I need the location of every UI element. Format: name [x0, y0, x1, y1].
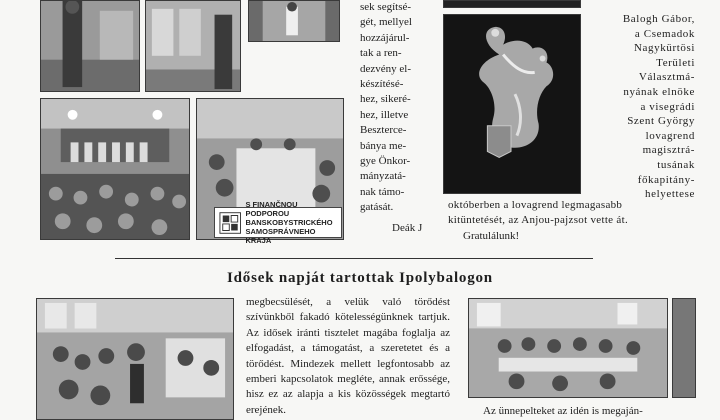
text-line: hez, sikeré- — [360, 93, 411, 106]
text-line: lovagrend — [645, 129, 695, 142]
text-line: Szent György — [627, 115, 695, 128]
text-line: októberben a lovagrend legmagasabb — [448, 199, 623, 211]
award-full-lines — [448, 198, 696, 227]
sponsor-line-3: SAMOSPRÁVNEHO KRAJA — [245, 227, 316, 245]
photo-seniors-dining-right — [468, 298, 668, 398]
article-continued: Az ünnepelteket az idén is megaján- — [483, 405, 643, 417]
region-crest-icon — [219, 211, 241, 235]
text-line: dezvény el- — [360, 62, 411, 75]
text-line: bánya me- — [360, 139, 407, 152]
text-line: készítésé- — [360, 78, 404, 91]
sponsor-line-2: BANSKOBYSTRICKÉHO — [245, 218, 333, 227]
text-line: tusának — [657, 158, 695, 171]
photo-exhibition-room — [145, 0, 241, 92]
text-line: helyettese — [645, 188, 695, 201]
article-body: megbecsülését, a velük való törődést szívünkből fakadó kötelességünknek tartjuk. Az idősek iránti tisztelet magába foglalja az elfogadást, a támogatást, a szeretetet és a törődést. Mindezek mellett legfontosabb az emberi kapcsolatok megléte, annak erőssége, hisz ez az alapja a kis közösségek megtartó erejének. — [246, 296, 450, 416]
photo-anjou-shield-award — [443, 14, 581, 194]
text-line: hez, illetve — [360, 108, 409, 121]
sponsor-logo — [214, 200, 342, 245]
text-line: Balogh Gábor, — [622, 13, 695, 25]
text-line: kitüntetését, az Anjou-pajzsot vette át. — [448, 213, 629, 226]
text-line: tak a ren- — [360, 47, 402, 60]
photo-speaker-curtain — [248, 0, 340, 42]
sponsor-line-1: S FINANČNOU PODPOROU — [245, 200, 298, 218]
text-line: a Csemadok — [634, 27, 695, 40]
photo-banner-dark — [443, 0, 581, 8]
text-line: hozzájárul- — [360, 31, 410, 44]
photo-stage-performance — [40, 98, 190, 240]
section-divider — [115, 258, 593, 259]
text-line: Nagykürtösi — [634, 42, 695, 55]
text-line: gye Önkor- — [360, 155, 411, 168]
article-headline: Idősek napját tartottak Ipolybalogon — [227, 270, 493, 286]
signature: Deák J — [392, 222, 423, 234]
text-line: gatását. — [360, 201, 394, 214]
text-line: gét, mellyel — [360, 16, 412, 29]
photo-performer-stage — [40, 0, 140, 92]
text-line: főkapitány- — [637, 173, 695, 186]
text-line: mányzatá- — [360, 170, 406, 183]
text-line: Beszterce- — [360, 124, 407, 137]
top-text-column — [360, 0, 422, 216]
photo-right-edge — [672, 298, 696, 398]
award-text-column — [583, 12, 695, 202]
text-line: sek segítsé- — [360, 1, 412, 13]
text-line: Választmá- — [638, 71, 695, 84]
text-line: a visegrádi — [640, 100, 695, 113]
text-line: nyának elnöke — [623, 85, 695, 98]
text-line: magisztrá- — [642, 144, 695, 157]
text-line: nak támo- — [360, 185, 405, 198]
congrats-line: Gratulálunk! — [463, 230, 520, 242]
text-line: Területi — [656, 56, 695, 69]
photo-seniors-dining-left — [36, 298, 234, 420]
